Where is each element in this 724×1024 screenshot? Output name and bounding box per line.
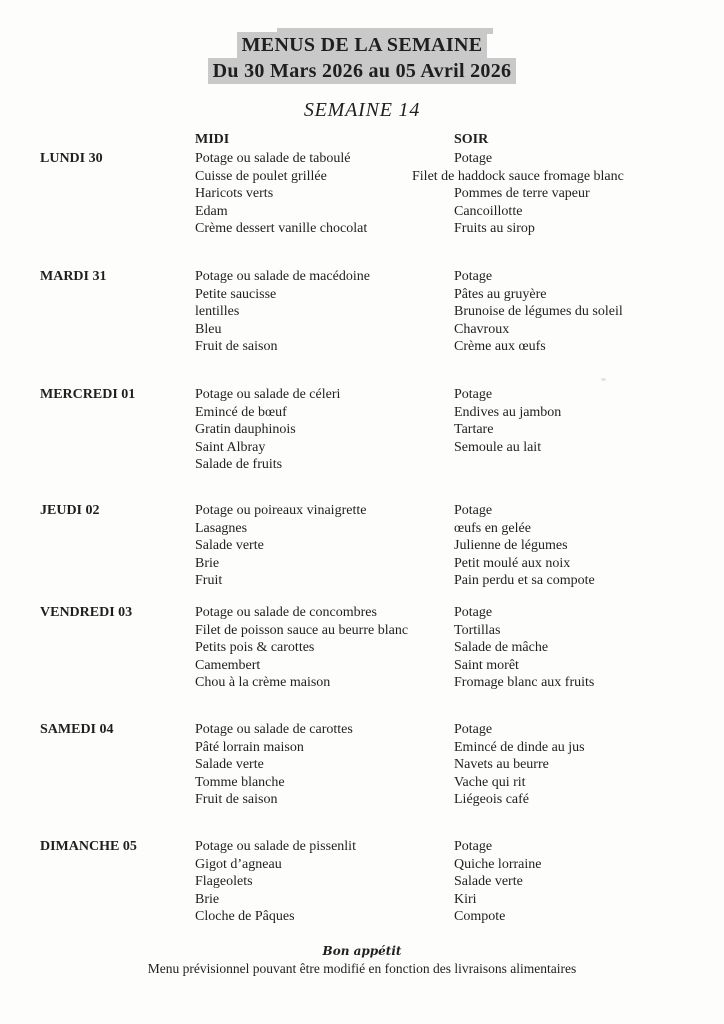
day-block (0, 386, 724, 474)
day-block (0, 721, 724, 809)
menu-item: Potage (454, 269, 493, 284)
week-label: SEMAINE 14 (303, 99, 421, 121)
menu-item: Camembert (195, 657, 261, 673)
date-range-row (0, 58, 724, 84)
midi-menu-list (195, 150, 455, 238)
menu-item: Julienne de légumes (454, 538, 568, 553)
day-label: MARDI 31 (40, 269, 107, 284)
menu-item: Salade de fruits (195, 457, 283, 472)
menu-item: Brie (195, 891, 220, 907)
soir-menu-list (454, 386, 724, 456)
menu-item: Cuisse de poulet grillée (195, 168, 327, 184)
menu-item: Saint Albray (195, 439, 266, 455)
menu-item: Brunoise de légumes du soleil (454, 304, 623, 319)
menu-item: Edam (195, 203, 228, 219)
soir-menu-list (454, 502, 724, 590)
menu-item: Pommes de terre vapeur (454, 186, 590, 201)
midi-menu-list (195, 502, 455, 590)
menu-item: Liégeois café (454, 792, 530, 807)
menu-item: Endives au jambon (454, 404, 562, 420)
day-block (0, 502, 724, 590)
menu-item: Fruit de saison (195, 792, 278, 807)
soir-menu-list (412, 150, 724, 238)
menu-item: Crème dessert vanille chocolat (195, 221, 368, 236)
menu-item: Potage (454, 387, 493, 402)
soir-menu-list (454, 268, 724, 356)
menu-item: Salade verte (454, 874, 523, 889)
day-label: SAMEDI 04 (40, 722, 114, 737)
menu-item: Vache qui rit (454, 774, 526, 790)
menu-item: Potage ou salade de pissenlit (195, 839, 356, 854)
menu-item: Tomme blanche (195, 774, 285, 790)
menu-item: Potage ou salade de céleri (195, 387, 341, 402)
day-block (0, 268, 724, 356)
menu-item: Bleu (195, 321, 222, 337)
menu-item: Potage (454, 605, 493, 620)
menu-item: Gigot d’agneau (195, 856, 282, 872)
menu-item: Potage ou poireaux vinaigrette (195, 503, 367, 518)
menu-item: Cloche de Pâques (195, 909, 295, 924)
menu-item: Emincé de dinde au jus (454, 739, 585, 755)
menu-item: Potage ou salade de carottes (195, 722, 353, 737)
day-block (0, 604, 724, 692)
footer-note: Menu prévisionnel pouvant être modifié en fonction des livraisons alimentaires (147, 961, 577, 976)
menu-item: Petit moulé aux noix (454, 555, 571, 571)
midi-menu-list (195, 604, 455, 692)
soir-menu-list (454, 721, 724, 809)
menu-item: Navets au beurre (454, 757, 549, 772)
menu-item: Potage ou salade de concombres (195, 605, 377, 620)
menu-item: Tartare (454, 422, 494, 437)
midi-menu-list (195, 386, 455, 474)
menu-item: Emincé de bœuf (195, 404, 287, 420)
date-range: Du 30 Mars 2026 au 05 Avril 2026 (208, 58, 517, 84)
menu-item: Chou à la crème maison (195, 675, 331, 690)
menu-item: Potage ou salade de macédoine (195, 269, 370, 284)
day-label: LUNDI 30 (40, 151, 103, 166)
menu-item: Brie (195, 555, 220, 571)
menu-item: Petits pois & carottes (195, 640, 315, 655)
menu-item: Potage (454, 151, 493, 166)
menu-item: lentilles (195, 304, 240, 319)
menu-item: Gratin dauphinois (195, 422, 296, 437)
day-block (0, 838, 724, 926)
menu-item: Semoule au lait (454, 439, 542, 455)
menu-item: Pâtes au gruyère (454, 286, 547, 302)
scan-artifact-dot (601, 378, 606, 381)
menu-item: Potage (454, 839, 493, 854)
column-header-soir: SOIR (454, 132, 489, 147)
menu-item: Pâté lorrain maison (195, 739, 304, 755)
menu-item: Haricots verts (195, 186, 274, 201)
menu-item: Saint morêt (454, 657, 519, 673)
day-block (0, 150, 724, 238)
menu-item: Fruit de saison (195, 339, 278, 354)
day-label: VENDREDI 03 (40, 605, 133, 620)
document-title: MENUS DE LA SEMAINE (237, 32, 488, 58)
day-label: JEUDI 02 (40, 503, 100, 518)
day-label: DIMANCHE 05 (40, 839, 137, 854)
menu-item: Fruits au sirop (454, 221, 535, 236)
menu-item: Pain perdu et sa compote (454, 573, 595, 588)
menu-item: Lasagnes (195, 520, 248, 536)
menu-item: Filet de haddock sauce fromage blanc (412, 168, 624, 184)
day-label: MERCREDI 01 (40, 387, 136, 402)
menu-item: Salade de mâche (454, 640, 549, 655)
menu-item: Flageolets (195, 874, 253, 889)
menu-item: Quiche lorraine (454, 856, 542, 872)
midi-menu-list (195, 838, 455, 926)
menu-item: Compote (454, 909, 506, 924)
menu-item: Salade verte (195, 757, 264, 772)
menu-item: œufs en gelée (454, 520, 531, 536)
soir-menu-list (454, 604, 724, 692)
column-headers (0, 131, 724, 149)
menu-item: Crème aux œufs (454, 339, 546, 354)
document-header (0, 32, 724, 122)
soir-menu-list (454, 838, 724, 926)
menu-item: Tortillas (454, 622, 501, 638)
menu-item: Salade verte (195, 538, 264, 553)
midi-menu-list (195, 721, 455, 809)
menu-item: Cancoillotte (454, 203, 523, 219)
menu-item: Chavroux (454, 321, 510, 337)
closing-message: Bon appétit (322, 944, 402, 958)
menu-item: Potage ou salade de taboulé (195, 151, 351, 166)
menu-item: Potage (454, 503, 493, 518)
menu-item: Petite saucisse (195, 286, 277, 302)
menu-item: Fruit (195, 573, 223, 588)
midi-menu-list (195, 268, 455, 356)
menu-item: Kiri (454, 891, 477, 907)
menu-item: Fromage blanc aux fruits (454, 675, 595, 690)
menu-item: Potage (454, 722, 493, 737)
menu-item: Filet de poisson sauce au beurre blanc (195, 622, 409, 638)
column-header-midi: MIDI (195, 132, 230, 147)
title-row (0, 32, 724, 58)
